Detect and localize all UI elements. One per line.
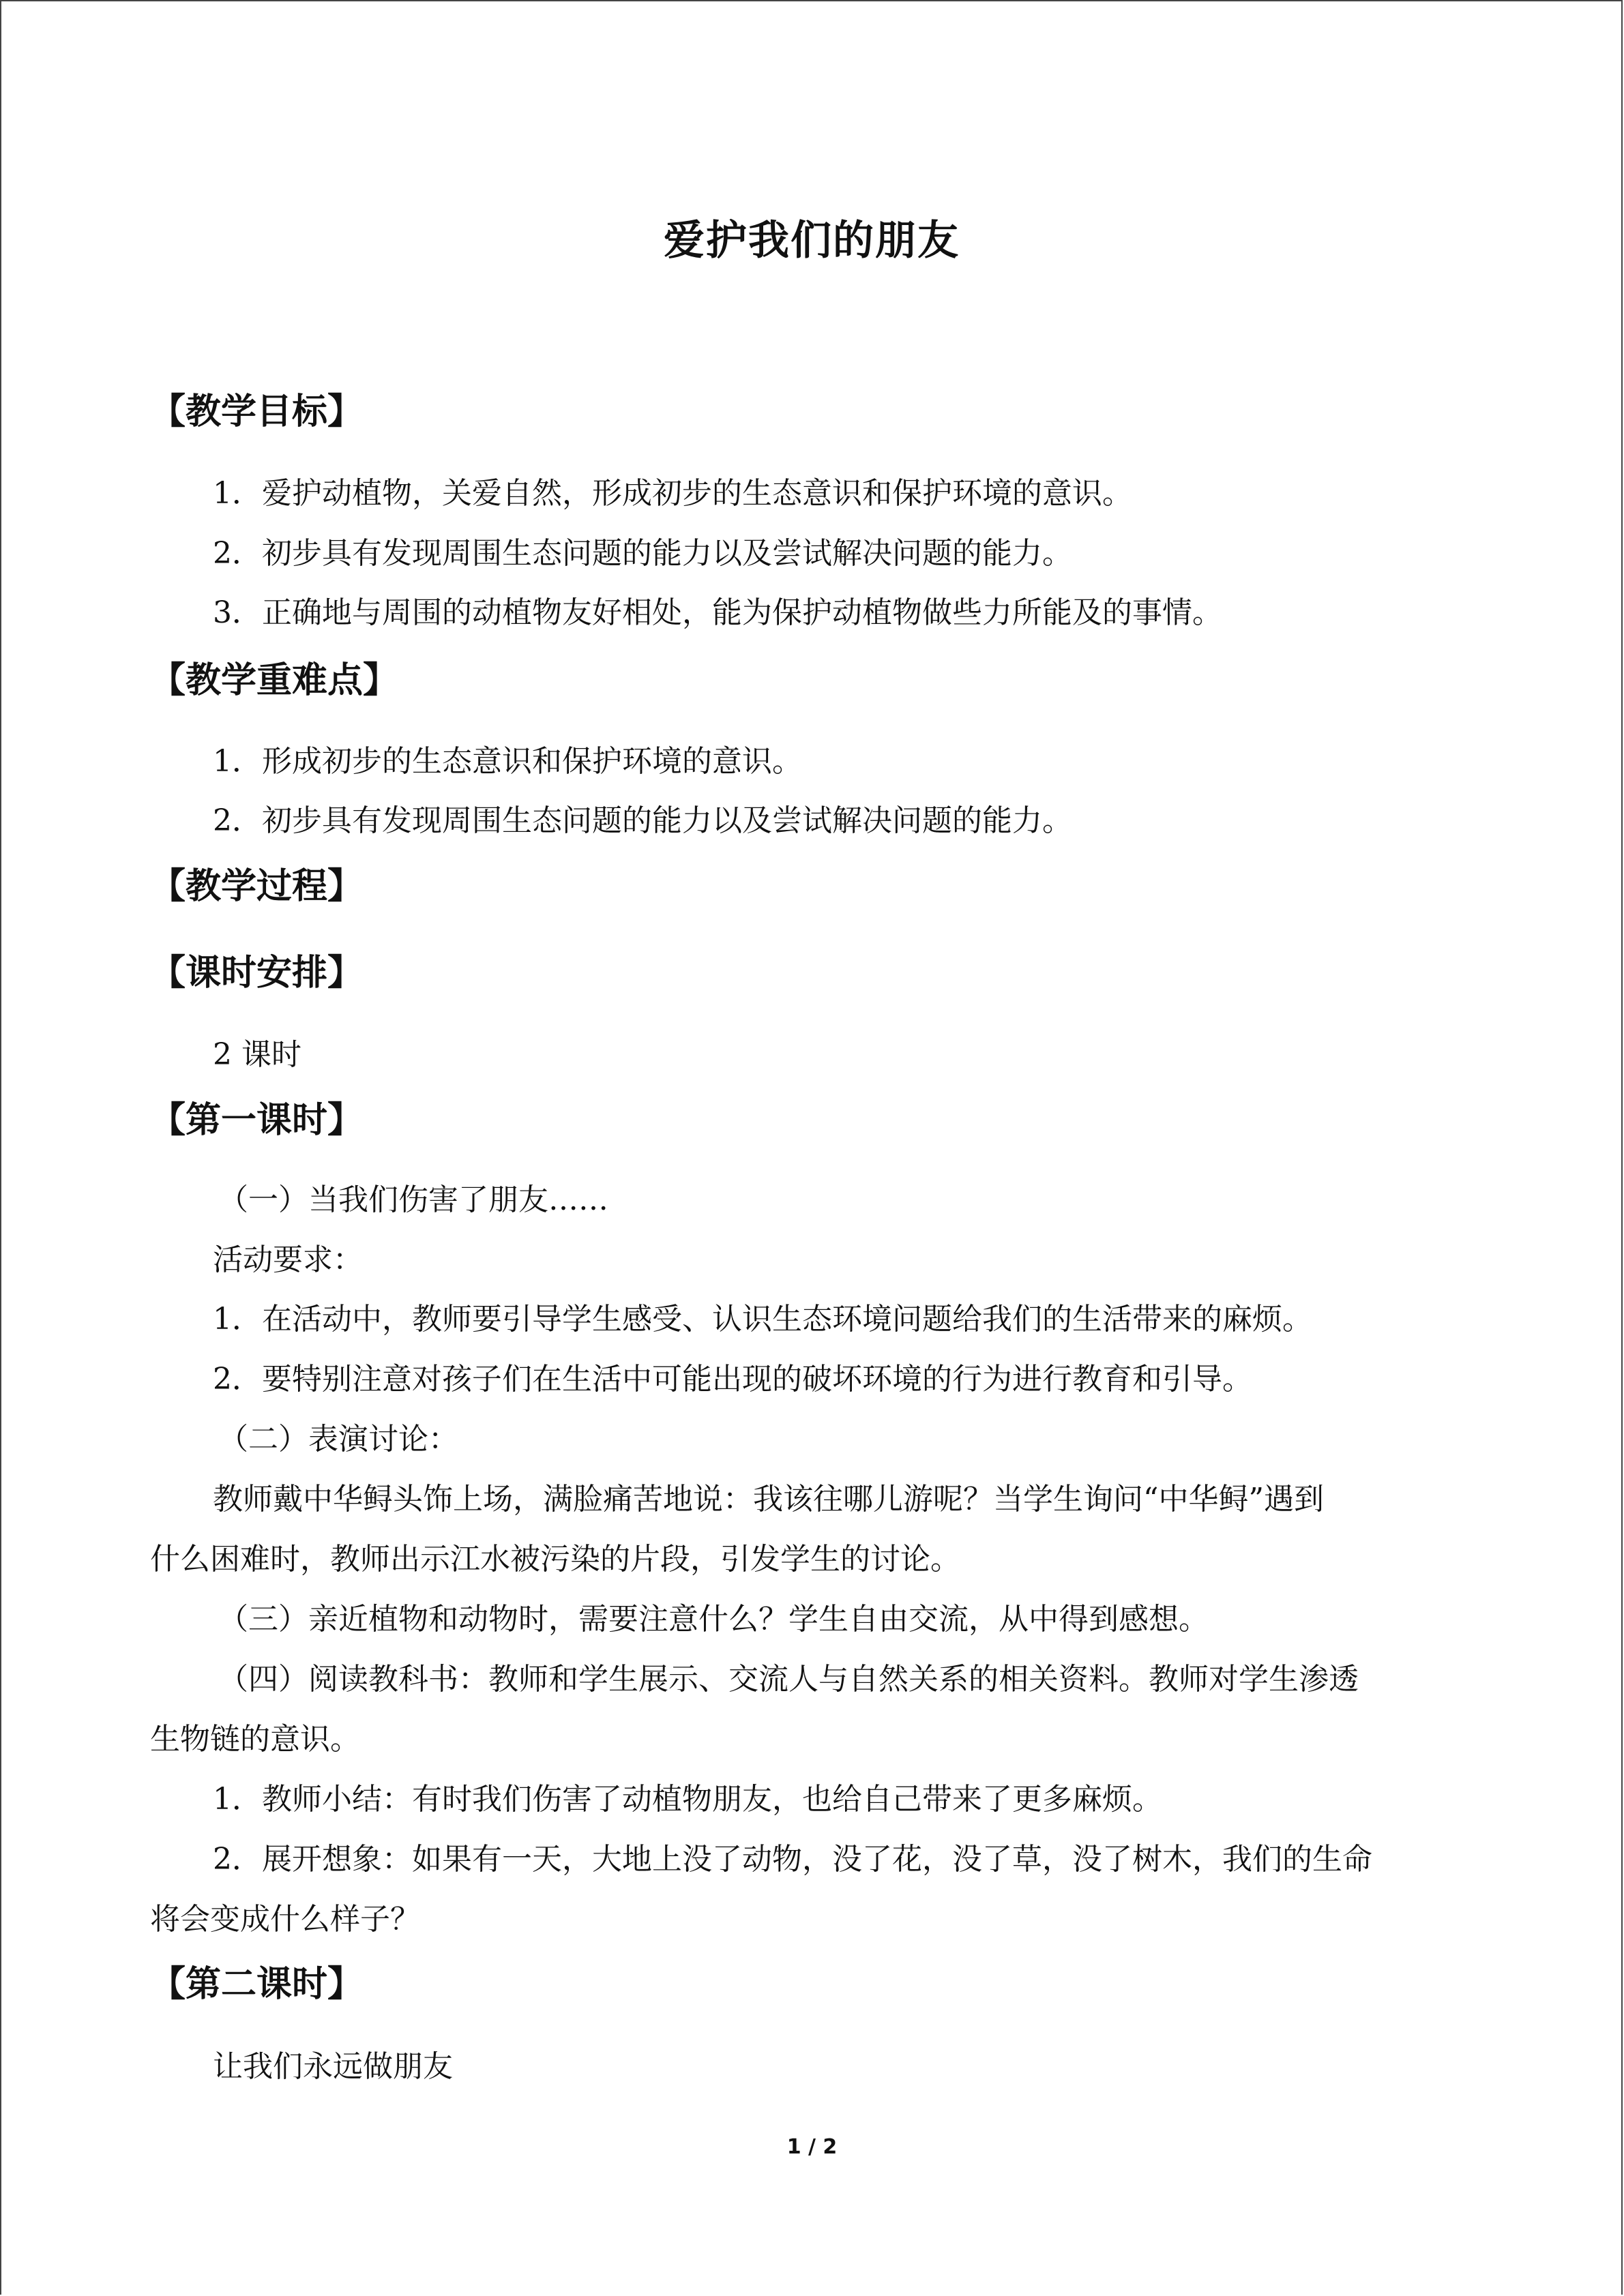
lesson1-line-1: （一）当我们伤害了朋友……	[218, 1182, 608, 1217]
document-page	[150, 0, 1473, 2296]
document-title: 爱护我们的朋友	[664, 217, 960, 265]
lesson1-line-11: 1．教师小结：有时我们伤害了动植物朋友，也给自己带来了更多麻烦。	[213, 1782, 1162, 1817]
lesson2-text: 让我们永远做朋友	[213, 2049, 453, 2084]
schedule-text: 2 课时	[213, 1037, 301, 1072]
page-number: 1 / 2	[786, 2135, 838, 2159]
lesson1-line-3: 1．在活动中，教师要引导学生感受、认识生态环境问题给我们的生活带来的麻烦。	[213, 1302, 1312, 1337]
lesson1-line-5: （二）表演讨论：	[218, 1422, 458, 1457]
lesson1-line-8: （三）亲近植物和动物时，需要注意什么？学生自由交流，从中得到感想。	[218, 1602, 1209, 1637]
lesson1-line-2: 活动要求：	[213, 1242, 363, 1277]
lesson1-line-4: 2．要特别注意对孩子们在生活中可能出现的破坏环境的行为进行教育和引导。	[213, 1362, 1252, 1397]
lesson1-line-7: 什么困难时，教师出示江水被污染的片段，引发学生的讨论。	[150, 1542, 960, 1577]
lesson1-line-13: 将会变成什么样子？	[150, 1902, 420, 1937]
key-point-item-1: 1．形成初步的生态意识和保护环境的意识。	[213, 744, 802, 779]
lesson1-line-9: （四）阅读教科书：教师和学生展示、交流人与自然关系的相关资料。教师对学生渗透	[218, 1662, 1359, 1697]
goal-item-1: 1．爱护动植物，关爱自然，形成初步的生态意识和保护环境的意识。	[213, 476, 1132, 511]
lesson1-line-12: 2．展开想象：如果有一天，大地上没了动物，没了花，没了草，没了树木，我们的生命	[213, 1842, 1372, 1877]
section-heading-lesson1: 【第一课时】	[150, 1099, 364, 1141]
lesson1-line-10: 生物链的意识。	[150, 1722, 360, 1757]
section-heading-schedule: 【课时安排】	[150, 952, 364, 994]
key-point-item-2: 2．初步具有发现周围生态问题的能力以及尝试解决问题的能力。	[213, 803, 1072, 838]
section-heading-key-points: 【教学重难点】	[150, 659, 399, 701]
section-heading-goals: 【教学目标】	[150, 391, 364, 432]
lesson1-line-6: 教师戴中华鲟头饰上场，满脸痛苦地说：我该往哪儿游呢？当学生询问“中华鲟”遇到	[213, 1482, 1324, 1517]
section-heading-lesson2: 【第二课时】	[150, 1963, 364, 2005]
goal-item-2: 2．初步具有发现周围生态问题的能力以及尝试解决问题的能力。	[213, 536, 1072, 571]
goal-item-3: 3．正确地与周围的动植物友好相处，能为保护动植物做些力所能及的事情。	[213, 595, 1222, 630]
section-heading-process: 【教学过程】	[150, 865, 364, 907]
